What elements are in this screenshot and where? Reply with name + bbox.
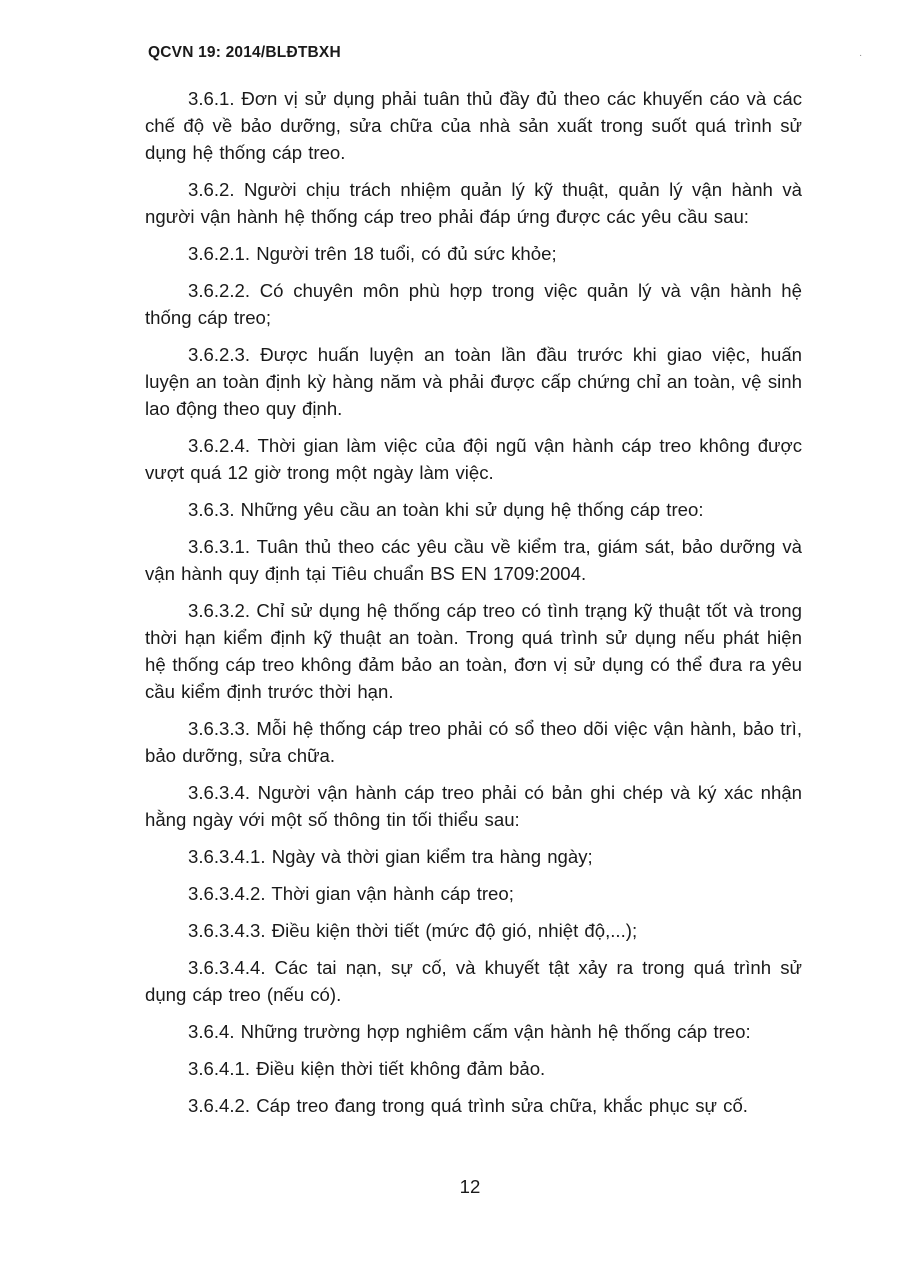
document-code-header: QCVN 19: 2014/BLĐTBXH xyxy=(148,44,341,61)
paragraph-3-6-3-4-4: 3.6.3.4.4. Các tai nạn, sự cố, và khuyết tật xảy ra trong quá trình sử dụng cáp treo (nếu có). xyxy=(145,957,802,1005)
paragraph-3-6-3-4-1: 3.6.3.4.1. Ngày và thời gian kiểm tra hàng ngày; xyxy=(188,846,593,867)
paragraph-3-6-3-4-2: 3.6.3.4.2. Thời gian vận hành cáp treo; xyxy=(188,883,514,904)
paragraph-3-6-1: 3.6.1. Đơn vị sử dụng phải tuân thủ đầy đủ theo các khuyến cáo và các chế độ về bảo dưỡng, sửa chữa của nhà sản xuất trong suốt quá trình sử dụng hệ thống cáp treo. xyxy=(145,88,802,163)
paragraph-3-6-2-4: 3.6.2.4. Thời gian làm việc của đội ngũ vận hành cáp treo không được vượt quá 12 giờ trong một ngày làm việc. xyxy=(145,435,802,483)
paragraph-3-6-2: 3.6.2. Người chịu trách nhiệm quản lý kỹ thuật, quản lý vận hành và người vận hành hệ thống cáp treo phải đáp ứng được các yêu cầu sau: xyxy=(145,179,802,227)
document-body xyxy=(145,85,802,1129)
paragraph-3-6-3-1: 3.6.3.1. Tuân thủ theo các yêu cầu về kiểm tra, giám sát, bảo dưỡng và vận hành quy định tại Tiêu chuẩn BS EN 1709:2004. xyxy=(145,536,802,584)
paragraph-3-6-3-3: 3.6.3.3. Mỗi hệ thống cáp treo phải có sổ theo dõi việc vận hành, bảo trì, bảo dưỡng, sửa chữa. xyxy=(145,718,802,766)
paragraph-3-6-3-2: 3.6.3.2. Chỉ sử dụng hệ thống cáp treo có tình trạng kỹ thuật tốt và trong thời hạn kiểm định kỹ thuật an toàn. Trong quá trình sử dụng nếu phát hiện hệ thống cáp treo không đảm bảo an toàn, đơn vị sử dụng có thể đưa ra yêu cầu kiểm định trước thời hạn. xyxy=(145,600,802,702)
paragraph-3-6-3-4: 3.6.3.4. Người vận hành cáp treo phải có bản ghi chép và ký xác nhận hằng ngày với một số thông tin tối thiểu sau: xyxy=(145,782,802,830)
paragraph-3-6-4-1: 3.6.4.1. Điều kiện thời tiết không đảm bảo. xyxy=(188,1058,546,1079)
paragraph-3-6-2-1: 3.6.2.1. Người trên 18 tuổi, có đủ sức khỏe; xyxy=(188,243,557,264)
paragraph-3-6-3-4-3: 3.6.3.4.3. Điều kiện thời tiết (mức độ gió, nhiệt độ,...); xyxy=(188,920,638,941)
paragraph-3-6-2-3: 3.6.2.3. Được huấn luyện an toàn lần đầu trước khi giao việc, huấn luyện an toàn định kỳ hàng năm và phải được cấp chứng chỉ an toàn, vệ sinh lao động theo quy định. xyxy=(145,344,802,419)
paragraph-3-6-4-2: 3.6.4.2. Cáp treo đang trong quá trình sửa chữa, khắc phục sự cố. xyxy=(188,1095,748,1116)
paragraph-3-6-2-2: 3.6.2.2. Có chuyên môn phù hợp trong việc quản lý và vận hành hệ thống cáp treo; xyxy=(145,280,802,328)
page-number: 12 xyxy=(459,1176,481,1197)
scan-mark: . xyxy=(859,48,862,59)
paragraph-3-6-4: 3.6.4. Những trường hợp nghiêm cấm vận hành hệ thống cáp treo: xyxy=(188,1021,751,1042)
paragraph-3-6-3: 3.6.3. Những yêu cầu an toàn khi sử dụng hệ thống cáp treo: xyxy=(188,499,704,520)
